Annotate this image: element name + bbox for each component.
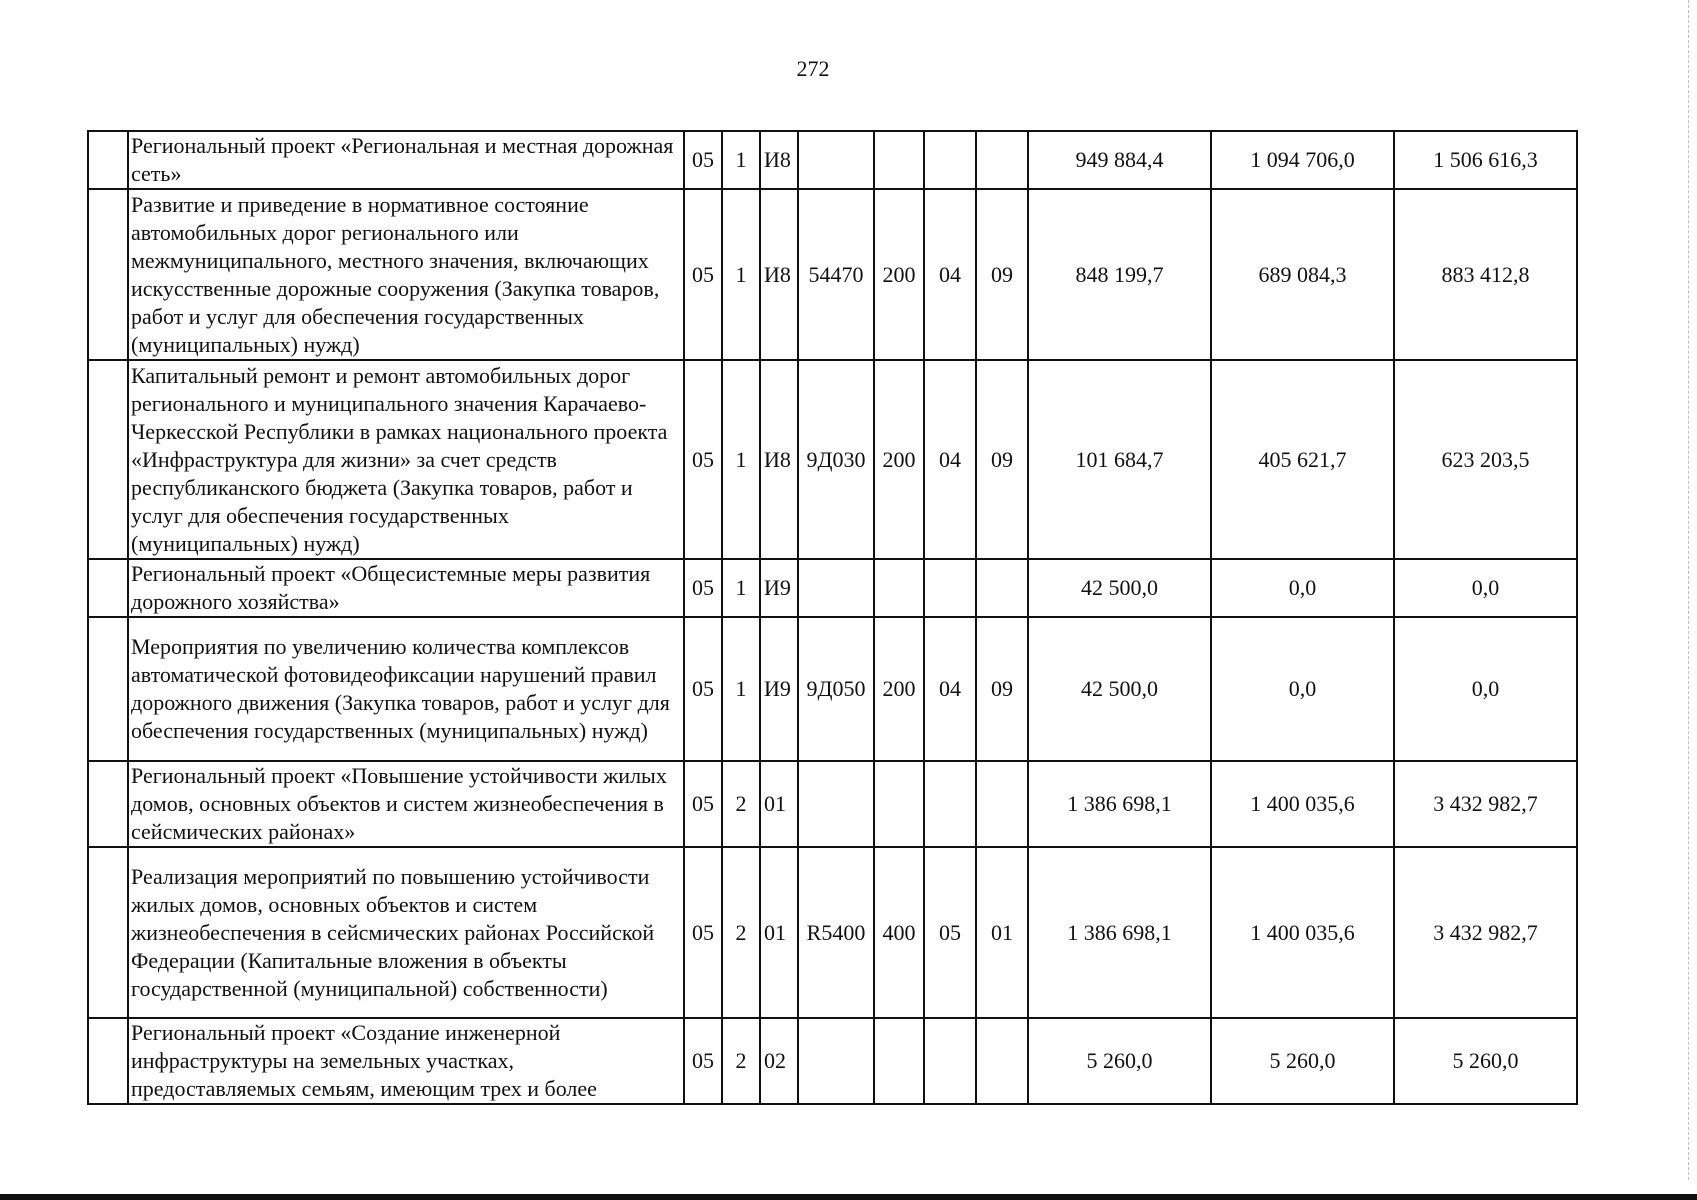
row-number-cell bbox=[88, 189, 128, 360]
amount-year-2-cell: 1 094 706,0 bbox=[1211, 131, 1394, 189]
item-name-cell: Региональный проект «Создание инженерной инфраструктуры на земельных участках, предоставляемых семьям, имеющим трех и более bbox=[128, 1018, 684, 1104]
item-name-cell: Региональный проект «Общесистемные меры развития дорожного хозяйства» bbox=[128, 559, 684, 617]
page-number: 272 bbox=[796, 56, 830, 81]
table-row bbox=[88, 1018, 1577, 1104]
amount-year-2-cell: 1 400 035,6 bbox=[1211, 847, 1394, 1018]
direction-code-cell: 54470 bbox=[798, 189, 874, 360]
amount-year-2-cell: 405 621,7 bbox=[1211, 360, 1394, 559]
item-name-cell: Мероприятия по увеличению количества комплексов автоматической фотовидеофиксации нарушений правил дорожного движения (Закупка товаров, работ и услуг для обеспечения государственных (муниципальных) нужд) bbox=[128, 617, 684, 761]
amount-year-1-cell: 5 260,0 bbox=[1028, 1018, 1211, 1104]
project-code-cell: И9 bbox=[760, 559, 798, 617]
row-number-cell bbox=[88, 131, 128, 189]
amount-year-3-cell: 3 432 982,7 bbox=[1394, 847, 1577, 1018]
amount-year-3-cell: 0,0 bbox=[1394, 617, 1577, 761]
section-code-cell: 04 bbox=[924, 617, 976, 761]
expense-type-cell: 200 bbox=[874, 617, 924, 761]
subprogram-code-cell: 1 bbox=[722, 189, 760, 360]
row-number-cell bbox=[88, 1018, 128, 1104]
project-code-cell: 01 bbox=[760, 847, 798, 1018]
budget-table bbox=[87, 130, 1578, 1105]
table-body bbox=[88, 131, 1577, 1104]
expense-type-cell bbox=[874, 131, 924, 189]
subprogram-code-cell: 2 bbox=[722, 1018, 760, 1104]
subsection-code-cell bbox=[976, 1018, 1028, 1104]
program-code-cell: 05 bbox=[684, 189, 722, 360]
table-row bbox=[88, 617, 1577, 761]
project-code-cell: И8 bbox=[760, 131, 798, 189]
program-code-cell: 05 bbox=[684, 131, 722, 189]
item-name-cell: Развитие и приведение в нормативное состояние автомобильных дорог регионального или межмуниципального, местного значения, включающих искусственные дорожные сооружения (Закупка товаров, работ и услуг для обеспечения государственных (муниципальных) нужд) bbox=[128, 189, 684, 360]
direction-code-cell bbox=[798, 131, 874, 189]
row-number-cell bbox=[88, 360, 128, 559]
amount-year-3-cell: 3 432 982,7 bbox=[1394, 761, 1577, 847]
expense-type-cell bbox=[874, 761, 924, 847]
amount-year-3-cell: 5 260,0 bbox=[1394, 1018, 1577, 1104]
amount-year-1-cell: 1 386 698,1 bbox=[1028, 847, 1211, 1018]
subprogram-code-cell: 1 bbox=[722, 559, 760, 617]
amount-year-2-cell: 689 084,3 bbox=[1211, 189, 1394, 360]
table-row bbox=[88, 189, 1577, 360]
direction-code-cell: R5400 bbox=[798, 847, 874, 1018]
amount-year-3-cell: 0,0 bbox=[1394, 559, 1577, 617]
project-code-cell: И9 bbox=[760, 617, 798, 761]
section-code-cell bbox=[924, 761, 976, 847]
section-code-cell: 04 bbox=[924, 360, 976, 559]
direction-code-cell: 9Д030 bbox=[798, 360, 874, 559]
subsection-code-cell bbox=[976, 131, 1028, 189]
item-name-cell: Региональный проект «Региональная и местная дорожная сеть» bbox=[128, 131, 684, 189]
table-row bbox=[88, 131, 1577, 189]
amount-year-1-cell: 949 884,4 bbox=[1028, 131, 1211, 189]
section-code-cell bbox=[924, 1018, 976, 1104]
subsection-code-cell: 09 bbox=[976, 360, 1028, 559]
subsection-code-cell: 09 bbox=[976, 189, 1028, 360]
table-row bbox=[88, 761, 1577, 847]
scan-bottom-border bbox=[0, 1194, 1697, 1200]
expense-type-cell bbox=[874, 559, 924, 617]
project-code-cell: 02 bbox=[760, 1018, 798, 1104]
project-code-cell: 01 bbox=[760, 761, 798, 847]
scan-edge-artifact bbox=[1688, 0, 1690, 1180]
amount-year-1-cell: 1 386 698,1 bbox=[1028, 761, 1211, 847]
direction-code-cell bbox=[798, 1018, 874, 1104]
section-code-cell bbox=[924, 559, 976, 617]
amount-year-2-cell: 1 400 035,6 bbox=[1211, 761, 1394, 847]
row-number-cell bbox=[88, 761, 128, 847]
amount-year-2-cell: 0,0 bbox=[1211, 559, 1394, 617]
program-code-cell: 05 bbox=[684, 559, 722, 617]
table-row bbox=[88, 559, 1577, 617]
amount-year-1-cell: 101 684,7 bbox=[1028, 360, 1211, 559]
amount-year-3-cell: 623 203,5 bbox=[1394, 360, 1577, 559]
amount-year-2-cell: 5 260,0 bbox=[1211, 1018, 1394, 1104]
subprogram-code-cell: 2 bbox=[722, 761, 760, 847]
subprogram-code-cell: 2 bbox=[722, 847, 760, 1018]
row-number-cell bbox=[88, 617, 128, 761]
project-code-cell: И8 bbox=[760, 189, 798, 360]
project-code-cell: И8 bbox=[760, 360, 798, 559]
amount-year-1-cell: 848 199,7 bbox=[1028, 189, 1211, 360]
section-code-cell: 04 bbox=[924, 189, 976, 360]
direction-code-cell: 9Д050 bbox=[798, 617, 874, 761]
section-code-cell bbox=[924, 131, 976, 189]
table-row bbox=[88, 847, 1577, 1018]
item-name-cell: Реализация мероприятий по повышению устойчивости жилых домов, основных объектов и систем жизнеобеспечения в сейсмических районах Российской Федерации (Капитальные вложения в объекты государственной (муниципальной) собственности) bbox=[128, 847, 684, 1018]
program-code-cell: 05 bbox=[684, 1018, 722, 1104]
program-code-cell: 05 bbox=[684, 360, 722, 559]
amount-year-3-cell: 883 412,8 bbox=[1394, 189, 1577, 360]
expense-type-cell: 400 bbox=[874, 847, 924, 1018]
subprogram-code-cell: 1 bbox=[722, 131, 760, 189]
row-number-cell bbox=[88, 559, 128, 617]
amount-year-1-cell: 42 500,0 bbox=[1028, 617, 1211, 761]
subsection-code-cell bbox=[976, 761, 1028, 847]
subsection-code-cell: 09 bbox=[976, 617, 1028, 761]
row-number-cell bbox=[88, 847, 128, 1018]
subprogram-code-cell: 1 bbox=[722, 360, 760, 559]
table-row bbox=[88, 360, 1577, 559]
section-code-cell: 05 bbox=[924, 847, 976, 1018]
direction-code-cell bbox=[798, 761, 874, 847]
expense-type-cell: 200 bbox=[874, 189, 924, 360]
expense-type-cell bbox=[874, 1018, 924, 1104]
amount-year-2-cell: 0,0 bbox=[1211, 617, 1394, 761]
subsection-code-cell bbox=[976, 559, 1028, 617]
item-name-cell: Капитальный ремонт и ремонт автомобильных дорог регионального и муниципального значения Карачаево-Черкесской Республики в рамках национального проекта «Инфраструктура для жизни» за счет средств республиканского бюджета (Закупка товаров, работ и услуг для обеспечения государственных (муниципальных) нужд) bbox=[128, 360, 684, 559]
program-code-cell: 05 bbox=[684, 847, 722, 1018]
amount-year-1-cell: 42 500,0 bbox=[1028, 559, 1211, 617]
subprogram-code-cell: 1 bbox=[722, 617, 760, 761]
program-code-cell: 05 bbox=[684, 761, 722, 847]
item-name-cell: Региональный проект «Повышение устойчивости жилых домов, основных объектов и систем жизнеобеспечения в сейсмических районах» bbox=[128, 761, 684, 847]
expense-type-cell: 200 bbox=[874, 360, 924, 559]
amount-year-3-cell: 1 506 616,3 bbox=[1394, 131, 1577, 189]
direction-code-cell bbox=[798, 559, 874, 617]
program-code-cell: 05 bbox=[684, 617, 722, 761]
subsection-code-cell: 01 bbox=[976, 847, 1028, 1018]
